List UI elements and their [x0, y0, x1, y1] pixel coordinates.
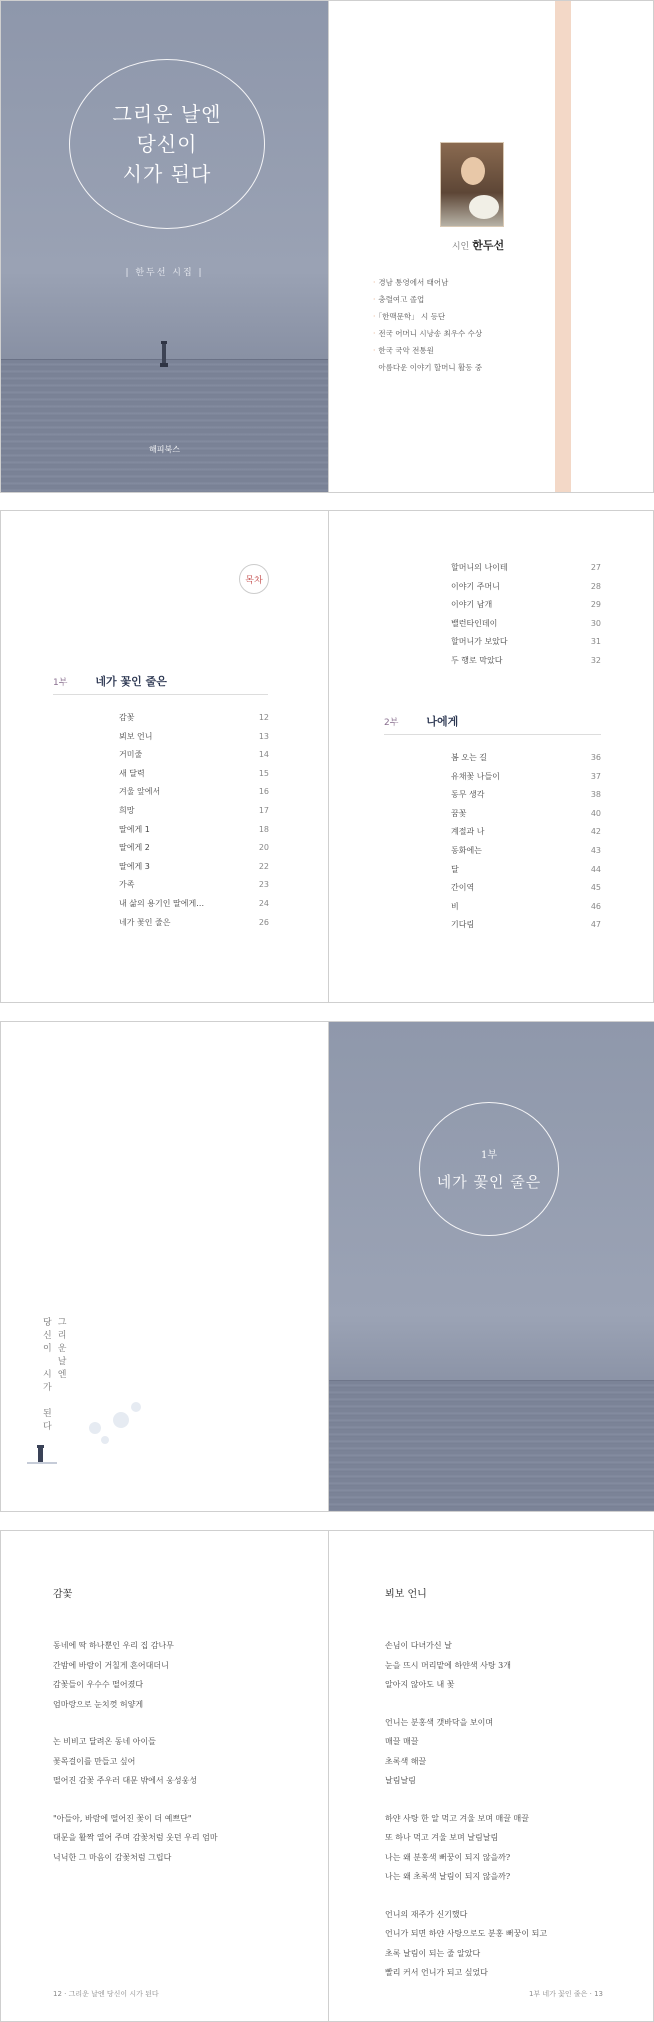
- vertical-title-char: [43, 1395, 52, 1408]
- poem-line: 간밤에 바람이 거칠게 흔어대더니: [53, 1660, 169, 1670]
- poem-line: 논 비비고 달려온 동네 아이들: [53, 1737, 156, 1746]
- poem-line: 동네에 딱 하나뿐인 우리 집 감나무: [53, 1641, 174, 1650]
- toc-entry[interactable]: [119, 709, 269, 728]
- toc-entry-title: 봄 오는 길: [451, 753, 487, 762]
- toc-entry-page: 24: [258, 898, 269, 908]
- poem-page-left: [1, 1531, 328, 2021]
- bio-item: · 한국 국악 전통원: [373, 346, 434, 355]
- poem-stanza: [53, 1732, 197, 1791]
- part-number: 1부: [480, 1150, 498, 1161]
- poem-stanza: [53, 1809, 218, 1868]
- page-folio: 1부 네가 꽃인 줄은 · 13: [528, 1990, 603, 1998]
- toc-entry-title: 딸에게 2: [119, 843, 150, 853]
- toc-entry[interactable]: [119, 746, 269, 765]
- poem-line: 또 하나 먹고 겨울 보며 날림날림: [385, 1833, 499, 1842]
- bubble-decoration: [131, 1402, 141, 1412]
- toc-entry-page: 18: [258, 824, 269, 834]
- toc-entry-page: 16: [258, 787, 269, 797]
- bubble-decoration: [113, 1412, 129, 1428]
- toc-entry[interactable]: [451, 615, 601, 634]
- poem-title: 뵈보 언니: [385, 1589, 427, 1600]
- toc-entry-page: 26: [258, 917, 269, 927]
- spread-part-title: [0, 1021, 654, 1512]
- toc-entry-title: 밸런타인데이: [451, 618, 498, 628]
- toc-entry-title: 이야기 주머니: [451, 581, 500, 591]
- spread-cover: [0, 0, 654, 493]
- lighthouse-icon: [27, 1442, 57, 1464]
- vertical-title-char: 리: [57, 1331, 67, 1341]
- toc-entry[interactable]: [451, 596, 601, 615]
- bullet-icon: ·: [373, 295, 376, 304]
- poem-line: 대문을 활짝 열어 주며 감꽃처럼 웃던 우리 엄마: [53, 1833, 218, 1842]
- toc-entry-page: 23: [258, 880, 269, 890]
- toc-entry[interactable]: [451, 786, 601, 805]
- cover-subtitle: | 한두선 시집 |: [125, 268, 204, 278]
- vertical-title-page: [1, 1022, 328, 1511]
- vertical-title-char: 당: [43, 1318, 52, 1328]
- poem-line: 하얀 사탕 한 알 먹고 겨울 보며 매끌 매끌: [385, 1813, 529, 1823]
- part2-heading: [384, 713, 458, 729]
- toc-entry[interactable]: [451, 898, 601, 917]
- bullet-icon: ·: [373, 278, 376, 287]
- front-cover: [1, 1, 328, 492]
- vertical-title-char: 신: [43, 1331, 52, 1341]
- toc-entry-title: 비: [451, 901, 459, 911]
- cover-title-line: 당신이: [136, 132, 198, 156]
- toc-entry-title: 가족: [119, 880, 135, 890]
- toc-entry-title: 이야기 남개: [451, 600, 493, 610]
- toc-entry[interactable]: [119, 895, 269, 914]
- toc-entry-title: 뵈보 언니: [119, 731, 153, 741]
- flower-bouquet: [469, 195, 499, 219]
- poem-stanza: [385, 1636, 511, 1695]
- vertical-title-char: 날: [57, 1357, 67, 1367]
- poem-line: 알아지 않아도 내 꽃: [385, 1680, 455, 1689]
- part2-number: 2부: [384, 718, 399, 728]
- toc-entry-page: 47: [590, 920, 601, 930]
- toc-entry[interactable]: [119, 876, 269, 895]
- toc-entry-page: 40: [590, 808, 601, 818]
- toc-entry-page: 12: [258, 713, 269, 722]
- poem-line: 언니는 분홍색 갯바닥을 보이며: [385, 1717, 494, 1727]
- poem-stanza: [385, 1713, 493, 1791]
- spread-toc: [0, 510, 654, 1003]
- bio-item: 아름다운 이야기 할머니 활동 중: [373, 359, 482, 376]
- toc-entry-page: 22: [258, 861, 269, 871]
- toc-entry-title: 기다림: [451, 920, 475, 930]
- toc-entry[interactable]: [451, 559, 601, 578]
- bullet-icon: [373, 363, 375, 372]
- toc-entry-title: 계절과 나: [451, 827, 485, 837]
- poem-line: "아들아, 바람에 떨어진 꽃이 더 예쁘단": [53, 1813, 192, 1823]
- toc-entry[interactable]: [451, 823, 601, 842]
- spread-poems: [0, 1530, 654, 2022]
- toc-entry-page: 32: [590, 655, 601, 665]
- toc-entry-page: 31: [590, 637, 601, 647]
- toc-entry-title: 달: [451, 864, 459, 874]
- vertical-title-char: 된: [43, 1409, 52, 1419]
- toc-entry-page: 20: [258, 843, 269, 853]
- toc-entry-page: 43: [590, 845, 601, 855]
- toc-entry-page: 36: [590, 753, 601, 762]
- toc-entry-page: 13: [258, 731, 269, 741]
- sea-texture: [1, 360, 328, 492]
- vertical-title-char: 가: [43, 1383, 52, 1393]
- toc-entry-title: 겨울 앞에서: [119, 787, 161, 797]
- toc-entry-title: 할머니의 나이테: [451, 563, 508, 572]
- poem-stanza: [385, 1809, 529, 1887]
- author-prefix: 시인: [451, 242, 470, 252]
- toc-entry-title: 딸에게 3: [119, 861, 150, 871]
- toc-entry-page: 30: [590, 618, 601, 628]
- toc-entry-title: 동화에는: [451, 845, 482, 855]
- poem-page-right: [329, 1531, 654, 2021]
- toc-entry-title: 유채꽃 나들이: [451, 771, 500, 781]
- vertical-title-char: 시: [43, 1370, 52, 1380]
- cover-title-line: 그리운 날엔: [112, 102, 222, 126]
- toc-entry-page: 29: [590, 600, 601, 610]
- toc-entry[interactable]: [451, 861, 601, 880]
- toc-entry-title: 딸에게 1: [119, 824, 150, 834]
- poem-line: 눈을 뜨시 머리맡에 하얀색 사탕 3개: [385, 1660, 511, 1670]
- toc-part2-list: [451, 749, 601, 935]
- toc-entry-title: 간이역: [451, 883, 475, 893]
- part1-title: 네가 꽃인 줄은: [95, 675, 167, 688]
- part1-heading: [53, 673, 167, 689]
- vertical-title-char: 다: [43, 1422, 52, 1432]
- toc-entry[interactable]: [451, 879, 601, 898]
- poem-stanza: [385, 1905, 547, 1983]
- vertical-title-char: 운: [57, 1344, 67, 1354]
- toc-entry-page: 14: [258, 750, 269, 760]
- page-folio: 12 · 그리운 날엔 당신이 시가 된다: [53, 1990, 159, 1998]
- vertical-title-col2: [43, 1317, 52, 1434]
- toc-entry-page: 45: [590, 883, 601, 893]
- poem-line: 떨어진 감꽃 주우러 대문 밖에서 웅성웅성: [53, 1776, 198, 1785]
- poem-line: 빨리 커서 언니가 되고 싶었다: [385, 1968, 488, 1977]
- vertical-title-col1: [58, 1317, 67, 1434]
- author-credit: [413, 237, 543, 253]
- part-title: [419, 1102, 559, 1236]
- toc-entry[interactable]: [451, 916, 601, 935]
- vertical-title-char: [43, 1356, 52, 1369]
- bio-item: · 경남 통영에서 태어남: [373, 278, 449, 287]
- vertical-title-char: 엔: [57, 1370, 67, 1380]
- toc-entry-title: 네가 꽃인 줄은: [119, 917, 171, 927]
- toc-entry-title: 새 달력: [119, 768, 145, 778]
- toc-entry-page: 44: [590, 864, 601, 874]
- part1-rule: [53, 694, 268, 695]
- toc-entry[interactable]: [119, 765, 269, 784]
- poem-line: 초록 날림이 되는 줄 알았다: [385, 1948, 481, 1958]
- toc-entry-page: 15: [258, 768, 269, 778]
- toc-right-page: [329, 511, 654, 1002]
- author-face: [461, 157, 485, 185]
- author-name: 한두선: [472, 239, 505, 252]
- toc-entry-title: 내 삶의 용기인 딸에게…: [119, 898, 205, 908]
- vertical-book-title: [43, 1317, 66, 1434]
- author-bio-list: [373, 274, 482, 376]
- toc-entry-title: 거미줄: [119, 750, 143, 760]
- author-photo: [440, 142, 504, 227]
- part1-cover-page: [329, 1022, 654, 1511]
- bio-item: · 충렬여고 졸업: [373, 295, 425, 304]
- part2-title: 나에게: [426, 715, 459, 728]
- toc-entry[interactable]: [451, 842, 601, 861]
- toc-entry-page: 46: [590, 901, 601, 911]
- toc-entry-title: 꿈꽃: [451, 808, 467, 818]
- poem-line: 나는 왜 분홍색 뻐꿍이 되지 않을까?: [385, 1852, 511, 1862]
- toc-left-page: [1, 511, 328, 1002]
- bullet-icon: ·: [373, 346, 376, 355]
- bubble-decoration: [89, 1422, 101, 1434]
- toc-entry[interactable]: [451, 768, 601, 787]
- toc-entry-title: 감꽃: [119, 713, 135, 722]
- bio-item: · 「한맥문학」 시 등단: [373, 312, 446, 321]
- toc-entry[interactable]: [451, 633, 601, 652]
- toc-entry[interactable]: [119, 821, 269, 840]
- cover-title: [69, 59, 265, 229]
- toc-entry-page: 28: [590, 581, 601, 591]
- bio-item: · 전국 어머니 시낭송 최우수 수상: [373, 329, 483, 338]
- toc-entry[interactable]: [119, 914, 269, 933]
- vertical-title-char: 그: [57, 1318, 67, 1328]
- poem-line: 나는 왜 초록색 날림이 되지 않을까?: [385, 1872, 511, 1881]
- vertical-title-char: 이: [43, 1344, 52, 1354]
- poem-line: 감꽃들이 우수수 떨어졌다: [53, 1680, 144, 1689]
- poem-line: 초록색 해끌: [385, 1756, 427, 1766]
- poem-line: 손님이 다녀가신 날: [385, 1641, 452, 1650]
- toc-entry[interactable]: [451, 652, 601, 671]
- part1-number: 1부: [53, 678, 68, 688]
- toc-entry-title: 두 행로 막았다: [451, 655, 503, 665]
- toc-entry[interactable]: [451, 805, 601, 824]
- poem-stanza: [53, 1636, 174, 1714]
- toc-entry[interactable]: [119, 728, 269, 747]
- bullet-icon: ·: [373, 329, 376, 338]
- toc-part1-list: [119, 709, 269, 932]
- part2-rule: [384, 734, 601, 735]
- poem-line: 닉닉한 그 마음이 감꽃처럼 그립다: [53, 1852, 172, 1862]
- poem-line: 언니의 재주가 신기했다: [385, 1909, 468, 1919]
- part-name: 네가 꽃인 줄은: [436, 1173, 542, 1191]
- toc-entry[interactable]: [119, 783, 269, 802]
- toc-entry[interactable]: [451, 749, 601, 768]
- toc-entry[interactable]: [451, 578, 601, 597]
- poem-line: 엄마랑으로 눈치껏 허얗게: [53, 1699, 144, 1709]
- toc-entry-page: 38: [590, 790, 601, 800]
- bullet-icon: ·: [373, 312, 376, 321]
- cover-title-line: 시가 된다: [122, 162, 212, 186]
- toc-part1-cont-list: [451, 559, 601, 671]
- toc-entry-title: 동무 생각: [451, 790, 485, 800]
- lighthouse-icon: [159, 341, 169, 367]
- toc-entry-page: 27: [590, 563, 601, 572]
- toc-entry-title: 할머니가 보았다: [451, 637, 508, 647]
- toc-entry-page: 37: [590, 771, 601, 781]
- sea-texture: [329, 1381, 654, 1511]
- publisher-name: 해피북스: [149, 445, 180, 454]
- toc-badge: 목차: [239, 564, 269, 594]
- toc-entry[interactable]: [119, 839, 269, 858]
- poem-line: 꽃목걸이를 만들고 싶어: [53, 1756, 136, 1766]
- decorative-stripe: [555, 1, 571, 492]
- toc-entry-title: 희망: [119, 805, 135, 815]
- poem-line: 매끌 매끌: [385, 1737, 419, 1746]
- poem-title: 감꽃: [53, 1589, 73, 1600]
- author-page: [329, 1, 654, 492]
- poem-line: 언니가 되면 하얀 사탕으로도 분홍 뻐꿍이 되고: [385, 1929, 548, 1938]
- toc-entry-page: 42: [590, 827, 601, 837]
- toc-entry[interactable]: [119, 858, 269, 877]
- bubble-decoration: [101, 1436, 109, 1444]
- poem-line: 날림날림: [385, 1776, 416, 1785]
- toc-entry-page: 17: [258, 805, 269, 815]
- toc-entry[interactable]: [119, 802, 269, 821]
